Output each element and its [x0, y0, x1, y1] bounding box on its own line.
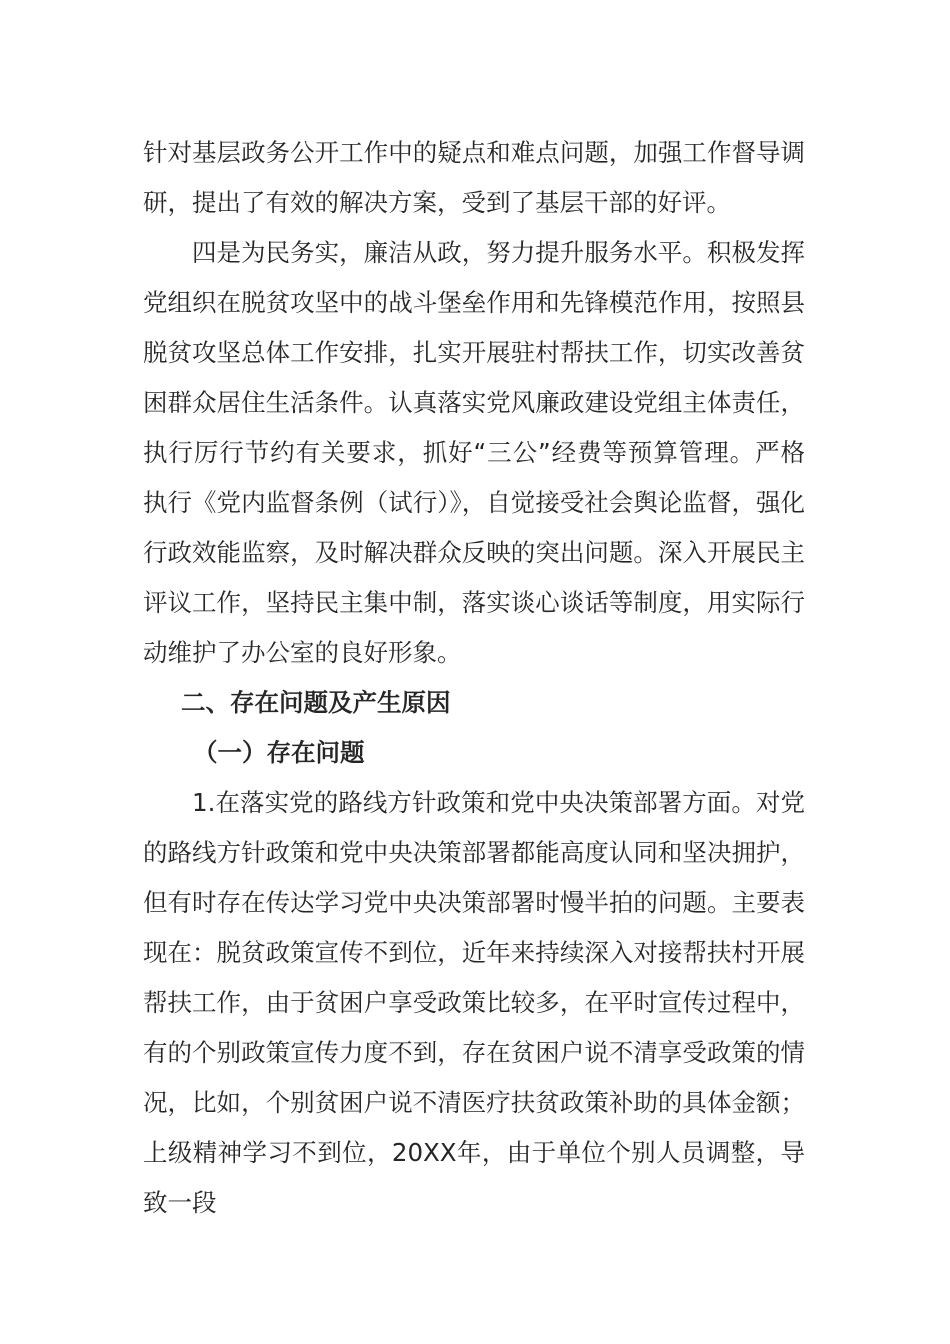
document-body [143, 128, 805, 1228]
section-heading-problems-causes: 二、存在问题及产生原因 [181, 688, 451, 717]
paragraph-service-level: 四是为民务实，廉洁从政，努力提升服务水平。积极发挥党组织在脱贫攻坚中的战斗堡垒作用和先锋模范作用，按照县脱贫攻坚总体工作安排，扎实开展驻村帮扶工作，切实改善贫困群众居住生活条件。认真落实党风廉政建设党组主体责任，执行厉行节约有关要求，抓好“三公”经费等预算管理。严格执行《党内监督条例（试行）》，自觉接受社会舆论监督，强化行政效能监察，及时解决群众反映的突出问题。深入开展民主评议工作，坚持民主集中制，落实谈心谈话等制度，用实际行动维护了办公室的良好形象。 [143, 238, 805, 667]
subsection-heading-existing-problems: （一）存在问题 [193, 738, 365, 767]
paragraph-continuation: 针对基层政务公开工作中的疑点和难点问题，加强工作督导调研，提出了有效的解决方案，受到了基层干部的好评。 [143, 138, 805, 217]
paragraph-policy-implementation: 1.在落实党的路线方针政策和党中央决策部署方面。对党的路线方针政策和党中央决策部署都能高度认同和坚决拥护，但有时存在传达学习党中央决策部署时慢半拍的问题。主要表现在：脱贫政策宣传不到位，近年来持续深入对接帮扶村开展帮扶工作，由于贫困户享受政策比较多，在平时宣传过程中，有的个别政策宣传力度不到，存在贫困户说不清享受政策的情况，比如，个别贫困户说不清医疗扶贫政策补助的具体金额；上级精神学习不到位，20XX年，由于单位个别人员调整，导致一段 [143, 788, 805, 1217]
